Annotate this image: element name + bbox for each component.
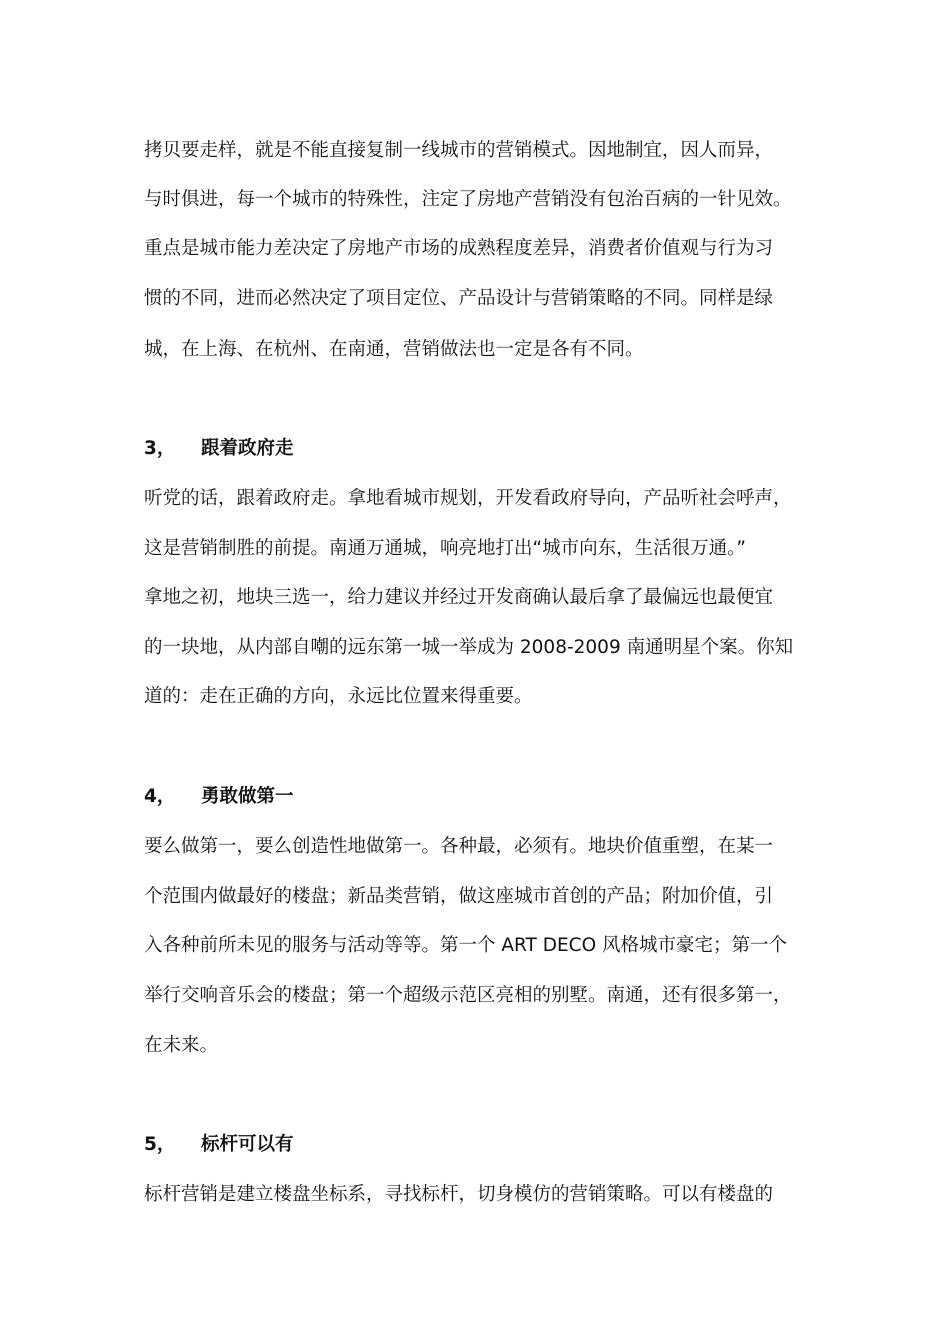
section-number: 4， xyxy=(144,786,176,807)
section-heading-4 xyxy=(144,784,294,810)
paragraph-line: 听党的话，跟着政府走。拿地看城市规划，开发看政府导向，产品听社会呼声， xyxy=(144,488,792,509)
paragraph-line: 道的：走在正确的方向，永远比位置来得重要。 xyxy=(144,686,533,707)
section-heading-5 xyxy=(144,1132,294,1158)
paragraph-line: 拿地之初，地块三选一，给力建议并经过开发商确认最后拿了最偏远也最便宜 xyxy=(144,587,774,608)
paragraph-line: 城，在上海、在杭州、在南通，营销做法也一定是各有不同。 xyxy=(144,339,644,360)
paragraph-line: 惯的不同，进而必然决定了项目定位、产品设计与营销策略的不同。同样是绿 xyxy=(144,288,774,309)
paragraph-line: 入各种前所未见的服务与活动等等。第一个 ART DECO 风格城市豪宅；第一个 xyxy=(144,935,788,956)
section-number: 3， xyxy=(144,438,176,459)
paragraph-line: 与时俱进，每一个城市的特殊性，注定了房地产营销没有包治百病的一针见效。 xyxy=(144,189,792,210)
paragraph-line: 个范围内做最好的楼盘；新品类营销，做这座城市首创的产品；附加价值，引 xyxy=(144,886,774,907)
section-title: 勇敢做第一 xyxy=(201,786,294,807)
section-heading-3 xyxy=(144,436,294,462)
section-title: 跟着政府走 xyxy=(201,438,294,459)
paragraph-line: 标杆营销是建立楼盘坐标系，寻找标杆，切身模仿的营销策略。可以有楼盘的 xyxy=(144,1184,774,1205)
paragraph-line: 的一块地，从内部自嘲的远东第一城一举成为 2008-2009 南通明星个案。你知 xyxy=(144,637,794,658)
section-number: 5， xyxy=(144,1134,176,1155)
paragraph-line: 拷贝要走样，就是不能直接复制一线城市的营销模式。因地制宜，因人而异， xyxy=(144,140,774,161)
paragraph-line: 这是营销制胜的前提。南通万通城，响亮地打出“城市向东，生活很万通。” xyxy=(144,538,746,559)
paragraph-line: 在未来。 xyxy=(144,1035,219,1056)
section-title: 标杆可以有 xyxy=(201,1134,294,1155)
paragraph-line: 举行交响音乐会的楼盘；第一个超级示范区亮相的别墅。南通，还有很多第一， xyxy=(144,985,792,1006)
paragraph-line: 要么做第一，要么创造性地做第一。各种最，必须有。地块价值重塑，在某一 xyxy=(144,836,774,857)
paragraph-line: 重点是城市能力差决定了房地产市场的成熟程度差异，消费者价值观与行为习 xyxy=(144,238,774,259)
